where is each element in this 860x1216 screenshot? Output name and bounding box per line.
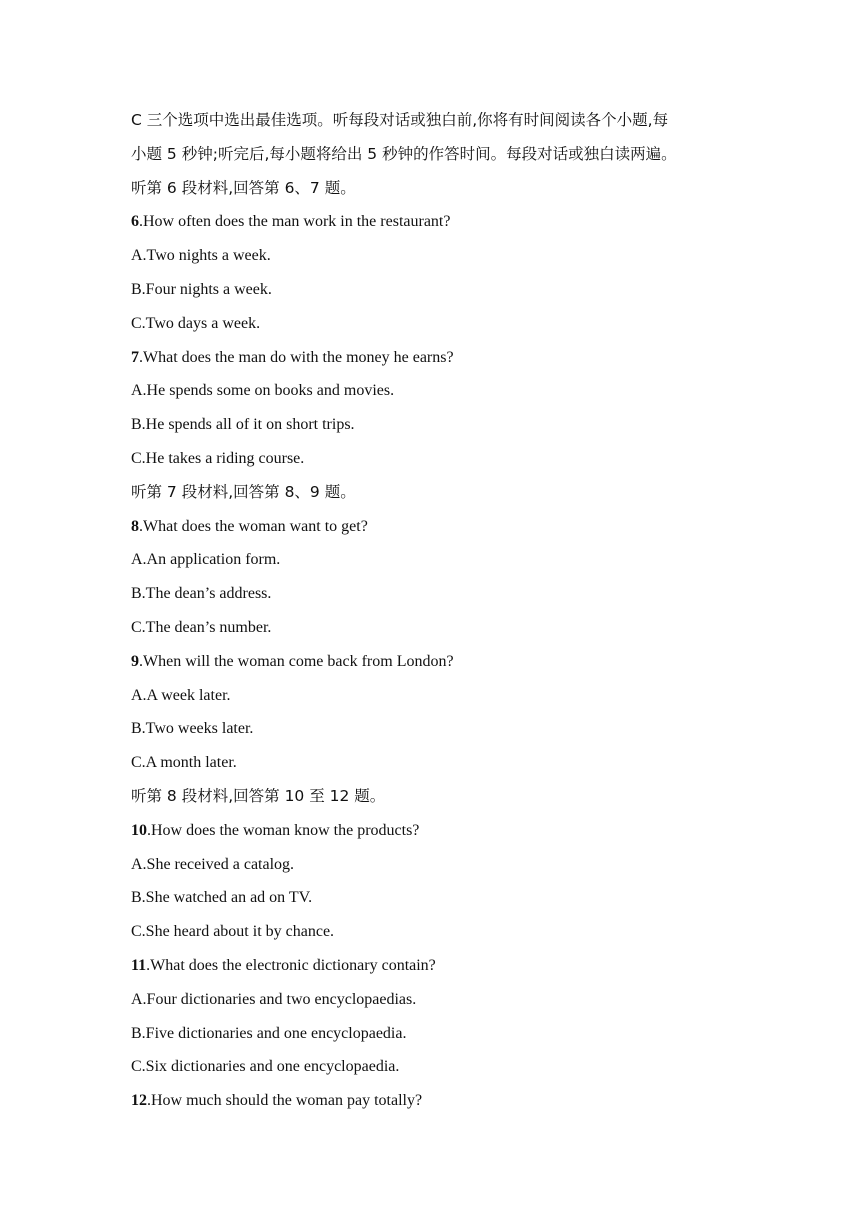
question-10 (131, 814, 751, 848)
document-page (131, 104, 751, 1118)
question-text: .What does the man do with the money he earns? (139, 348, 454, 366)
section-header: 听第 8 段材料,回答第 10 至 12 题。 (131, 786, 386, 805)
question-text: .What does the woman want to get? (139, 517, 368, 535)
question-number: 7 (131, 348, 139, 366)
option-c: C.She heard about it by chance. (131, 923, 335, 941)
question-number: 6 (131, 213, 139, 231)
option-a: A.She received a catalog. (131, 855, 295, 873)
option-c: C.A month later. (131, 754, 237, 772)
option-b: B.The dean’s address. (131, 585, 272, 603)
instructions-line-2: 小题 5 秒钟;听完后,每小题将给出 5 秒钟的作答时间。每段对话或独白读两遍。 (131, 144, 677, 163)
option-a: A.A week later. (131, 686, 231, 704)
option-b: B.He spends all of it on short trips. (131, 416, 355, 434)
question-11 (131, 949, 751, 983)
option-c: C.Six dictionaries and one encyclopaedia. (131, 1058, 400, 1076)
question-text: .How often does the man work in the restaurant? (139, 213, 451, 231)
option-b: B.Four nights a week. (131, 280, 272, 298)
question-text: .How much should the woman pay totally? (147, 1092, 423, 1110)
section-header: 听第 7 段材料,回答第 8、9 题。 (131, 482, 356, 501)
question-number: 9 (131, 652, 139, 670)
option-c: C.He takes a riding course. (131, 449, 305, 467)
question-text: .What does the electronic dictionary contain? (146, 956, 436, 974)
question-6 (131, 205, 751, 239)
option-a: A.An application form. (131, 551, 281, 569)
option-a: A.Two nights a week. (131, 247, 271, 265)
question-8 (131, 510, 751, 544)
option-b: B.Five dictionaries and one encyclopaedia. (131, 1024, 407, 1042)
option-c: C.The dean’s number. (131, 618, 272, 636)
option-a: A.He spends some on books and movies. (131, 382, 395, 400)
question-12 (131, 1084, 751, 1118)
question-7 (131, 341, 751, 375)
option-b: B.Two weeks later. (131, 720, 254, 738)
question-text: .When will the woman come back from London? (139, 652, 454, 670)
question-number: 11 (131, 956, 147, 974)
question-number: 10 (131, 821, 147, 839)
option-c: C.Two days a week. (131, 314, 261, 332)
question-9 (131, 645, 751, 679)
instructions-line-1: C 三个选项中选出最佳选项。听每段对话或独白前,你将有时间阅读各个小题,每 (131, 111, 669, 129)
question-number: 12 (131, 1092, 147, 1110)
section-header: 听第 6 段材料,回答第 6、7 题。 (131, 178, 356, 197)
option-a: A.Four dictionaries and two encyclopaedias. (131, 990, 417, 1008)
option-b: B.She watched an ad on TV. (131, 889, 313, 907)
question-text: .How does the woman know the products? (147, 821, 420, 839)
question-number: 8 (131, 517, 139, 535)
